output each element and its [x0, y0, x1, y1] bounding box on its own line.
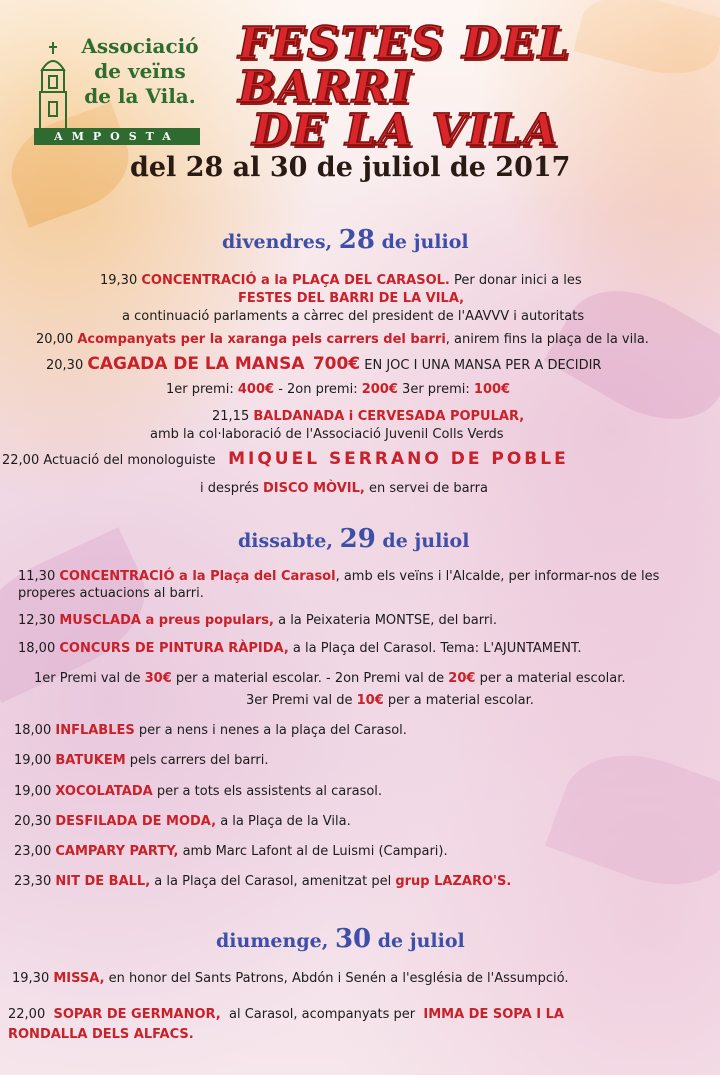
item-text: Actuació del monologuiste	[43, 453, 216, 468]
item-highlight: BALDANADA i CERVESADA POPULAR,	[253, 409, 525, 424]
day-number: 28	[338, 225, 375, 255]
schedule-item	[2, 450, 569, 470]
day-weekday: diumenge,	[216, 930, 329, 952]
schedule-item	[18, 640, 582, 658]
item-text: EN JOC I UNA MANSA PER A DECIDIR	[364, 358, 602, 373]
item-text: i després	[200, 481, 259, 496]
schedule-item	[14, 843, 448, 861]
logo-town-bar: AMPOSTA	[34, 128, 200, 145]
item-text: pels carrers del barri.	[129, 753, 269, 768]
prize-value: 400€	[237, 382, 275, 397]
item-time: 18,00	[18, 641, 56, 656]
item-highlight: MUSCLADA a preus populars,	[59, 613, 274, 628]
item-time: 11,30	[18, 569, 56, 584]
item-time: 18,00	[14, 723, 52, 738]
logo-line: Associació	[81, 34, 199, 58]
item-highlight: CONCURS DE PINTURA RÀPIDA,	[59, 641, 289, 656]
prize-label: 1er premi:	[166, 382, 234, 397]
schedule-item-continued	[150, 426, 504, 444]
item-text: Per donar inici a les	[454, 273, 582, 288]
schedule-item-continued	[122, 308, 584, 326]
item-text: , amb els veïns i l'Alcalde, per informar-nos de les	[335, 569, 660, 584]
item-highlight: CAMPARY PARTY,	[55, 844, 179, 859]
item-time: 23,00	[14, 844, 52, 859]
item-text: per a tots els assistents al carasol.	[156, 784, 383, 799]
association-logo-text	[75, 34, 205, 109]
prize-value: 200€	[361, 382, 398, 397]
item-highlight: MIQUEL SERRANO DE POBLE	[228, 449, 569, 469]
item-highlight: IMMA DE SOPA I LA	[423, 1007, 564, 1022]
item-highlight: NIT DE BALL,	[55, 874, 151, 889]
prize-line	[246, 692, 534, 710]
item-time: 22,00	[8, 1007, 46, 1022]
prize-label: per a material escolar. - 2on Premi val de	[175, 671, 445, 686]
schedule-item	[18, 612, 497, 630]
prize-line	[166, 381, 510, 399]
item-text: a la Plaça del Carasol. Tema: L'AJUNTAMENT.	[292, 641, 582, 656]
schedule-item	[200, 480, 488, 498]
item-text: a la Peixateria MONTSE, del barri.	[278, 613, 497, 628]
item-text: al Carasol, acompanyats per	[228, 1007, 416, 1022]
schedule-item	[100, 272, 582, 290]
item-highlight: XOCOLATADA	[55, 784, 153, 799]
item-highlight: Acompanyats per la xaranga pels carrers del barri	[77, 332, 446, 347]
prize-label: 1er Premi val de	[34, 671, 141, 686]
item-text: amb la col·laboració de l'Associació Juvenil Colls Verds	[150, 427, 504, 442]
day-heading-saturday	[238, 524, 469, 554]
item-highlight: DESFILADA DE MODA,	[55, 814, 217, 829]
schedule-item	[14, 873, 511, 891]
prize-label: per a material escolar.	[387, 693, 534, 708]
item-text: en honor del Sants Patrons, Abdón i Senén a l'església de l'Assumpció.	[108, 971, 569, 986]
day-weekday: divendres,	[222, 231, 333, 253]
prize-label: 3er Premi val de	[246, 693, 353, 708]
prize-label: 2on premi:	[287, 382, 358, 397]
item-highlight: BATUKEM	[55, 753, 126, 768]
item-time: 19,30	[100, 273, 138, 288]
item-highlight: grup LAZARO'S.	[395, 874, 512, 889]
poster-title-line2: BARRI	[238, 62, 414, 113]
schedule-item	[212, 408, 524, 426]
schedule-item-continued	[8, 1026, 194, 1044]
schedule-item-continued	[18, 585, 204, 603]
item-text: amb Marc Lafont al de Luismi (Campari).	[182, 844, 448, 859]
day-heading-friday	[222, 225, 469, 255]
day-number: 29	[339, 524, 376, 554]
prize-value: 100€	[473, 382, 511, 397]
prize-value: 30€	[144, 671, 172, 686]
item-time: 21,15	[212, 409, 250, 424]
schedule-item	[12, 970, 568, 988]
separator: -	[278, 382, 288, 397]
item-time: 20,30	[14, 814, 52, 829]
schedule-item-continued	[238, 290, 464, 308]
item-text: a la Plaça del Carasol, amenitzat pel	[154, 874, 392, 889]
item-highlight: SOPAR DE GERMANOR,	[53, 1007, 221, 1022]
day-month: de juliol	[381, 231, 469, 253]
item-highlight: CONCENTRACIÓ a la PLAÇA DEL CARASOL.	[141, 273, 450, 288]
poster-title-line3: DE LA VILA	[252, 105, 560, 156]
item-highlight: FESTES DEL BARRI DE LA VILA,	[238, 291, 465, 306]
item-highlight: CONCENTRACIÓ a la Plaça del Carasol	[59, 569, 336, 584]
schedule-item	[8, 1006, 564, 1024]
item-text: per a nens i nenes a la plaça del Carasol.	[138, 723, 407, 738]
prize-label: 3er premi:	[402, 382, 470, 397]
day-heading-sunday	[216, 924, 465, 954]
logo-line: de la Vila.	[84, 84, 196, 108]
item-time: 20,30	[46, 358, 84, 373]
item-highlight: MISSA,	[53, 971, 105, 986]
prize-label: per a material escolar.	[479, 671, 626, 686]
item-highlight: CAGADA DE LA MANSA	[87, 354, 305, 374]
day-number: 30	[334, 924, 372, 954]
leaf-decoration	[545, 733, 720, 907]
schedule-item	[14, 783, 382, 801]
item-time: 19,30	[12, 971, 50, 986]
header	[0, 0, 720, 215]
schedule-item	[18, 568, 659, 586]
schedule-item	[46, 355, 601, 375]
item-time: 22,00	[2, 453, 40, 468]
item-text: en servei de barra	[369, 481, 488, 496]
poster-title-line1: FESTES DEL	[238, 18, 571, 69]
schedule-item	[36, 331, 649, 349]
item-time: 12,30	[18, 613, 56, 628]
item-text: a continuació parlaments a càrrec del president de l'AAVVV i autoritats	[122, 309, 585, 324]
bell-tower-icon	[30, 40, 76, 136]
item-time: 19,00	[14, 784, 52, 799]
logo-line: de veïns	[94, 59, 186, 83]
item-highlight: DISCO MÒVIL,	[263, 481, 365, 496]
item-time: 23,30	[14, 874, 52, 889]
item-time: 20,00	[36, 332, 74, 347]
day-month: de juliol	[377, 930, 465, 952]
event-dates: del 28 al 30 de juliol de 2017	[130, 152, 571, 183]
item-highlight: INFLABLES	[55, 723, 135, 738]
prize-amount: 700€	[312, 354, 361, 374]
prize-value: 20€	[448, 671, 476, 686]
item-text: , anirem fins la plaça de la vila.	[445, 332, 649, 347]
prize-line	[34, 670, 626, 688]
prize-value: 10€	[356, 693, 384, 708]
item-time: 19,00	[14, 753, 52, 768]
schedule-item	[14, 813, 351, 831]
item-highlight: RONDALLA DELS ALFACS.	[8, 1027, 194, 1042]
item-text: properes actuacions al barri.	[18, 586, 204, 601]
day-month: de juliol	[382, 530, 470, 552]
schedule-item	[14, 722, 407, 740]
item-text: a la Plaça de la Vila.	[220, 814, 351, 829]
schedule-item	[14, 752, 269, 770]
day-weekday: dissabte,	[238, 530, 333, 552]
